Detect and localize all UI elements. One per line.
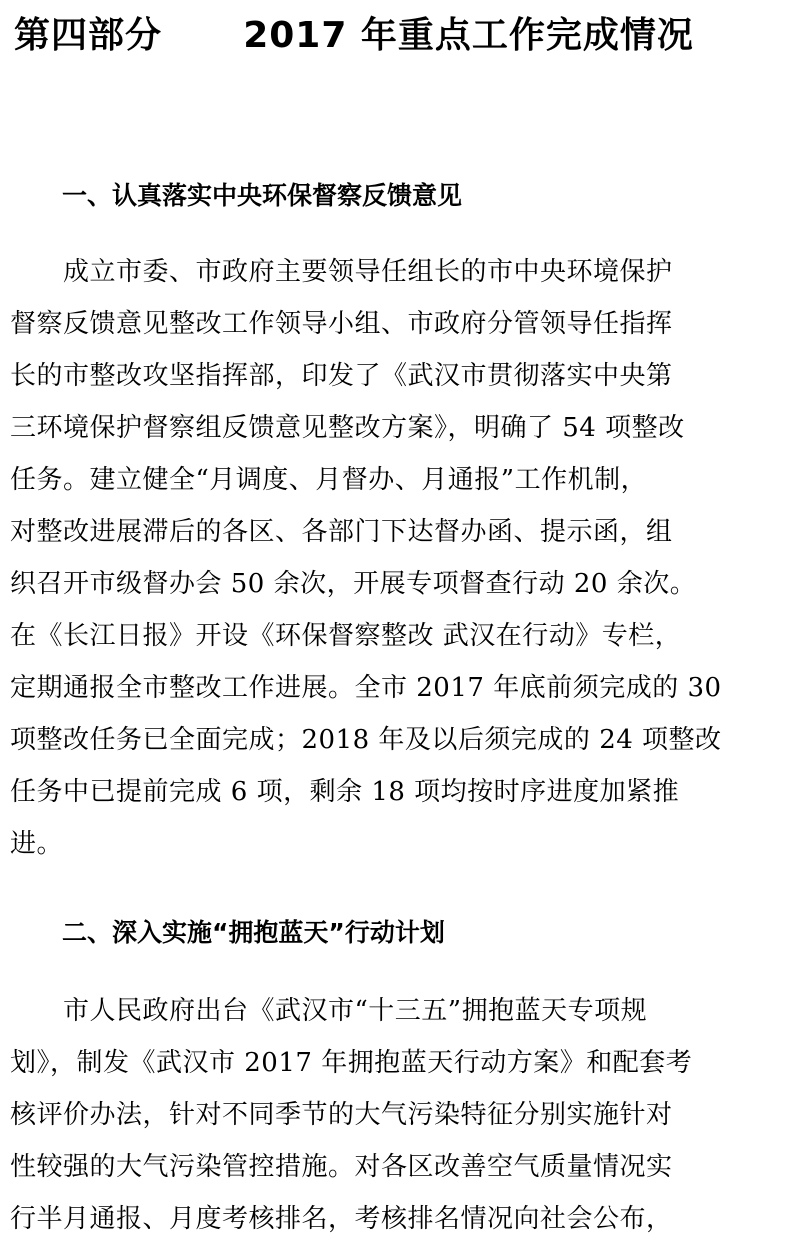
section-2-paragraph [10, 985, 770, 1245]
section-1-heading: 一、认真落实中央环保督察反馈意见 [62, 181, 463, 210]
paragraph-line: 市人民政府出台《武汉市“十三五”拥抱蓝天专项规 [10, 996, 648, 1026]
paragraph-line: 成立市委、市政府主要领导任组长的市中央环境保护 [10, 257, 673, 287]
paragraph-line: 性较强的大气污染管控措施。对各区改善空气质量情况实 [10, 1152, 673, 1182]
section-2-heading: 二、深入实施“拥抱蓝天”行动计划 [62, 918, 445, 947]
paragraph-line: 督察反馈意见整改工作领导小组、市政府分管领导任指挥 [10, 309, 673, 339]
paragraph-line: 织召开市级督办会 50 余次，开展专项督查行动 20 余次。 [10, 569, 697, 599]
paragraph-line: 长的市整改攻坚指挥部，印发了《武汉市贯彻落实中央第 [10, 361, 673, 391]
paragraph-line: 三环境保护督察组反馈意见整改方案》，明确了 54 项整改 [10, 413, 685, 443]
paragraph-line: 行半月通报、月度考核排名，考核排名情况向社会公布， [10, 1204, 673, 1234]
paragraph-line: 定期通报全市整改工作进展。全市 2017 年底前须完成的 30 [10, 673, 722, 703]
section-1-paragraph [10, 246, 770, 870]
paragraph-line: 在《长江日报》开设《环保督察整改 武汉在行动》专栏， [10, 621, 682, 651]
part-title: 第四部分 2017 年重点工作完成情况 [14, 15, 694, 56]
paragraph-line: 任务。建立健全“月调度、月督办、月通报”工作机制， [10, 465, 648, 495]
paragraph-line: 进。 [10, 829, 64, 859]
paragraph-line: 核评价办法，针对不同季节的大气污染特征分别实施针对 [10, 1100, 673, 1130]
paragraph-line: 对整改进展滞后的各区、各部门下达督办函、提示函，组 [10, 517, 673, 547]
paragraph-line: 任务中已提前完成 6 项，剩余 18 项均按时序进度加紧推 [10, 777, 680, 807]
paragraph-line: 划》，制发《武汉市 2017 年拥抱蓝天行动方案》和配套考 [10, 1048, 693, 1078]
paragraph-line: 项整改任务已全面完成；2018 年及以后须完成的 24 项整改 [10, 725, 722, 755]
